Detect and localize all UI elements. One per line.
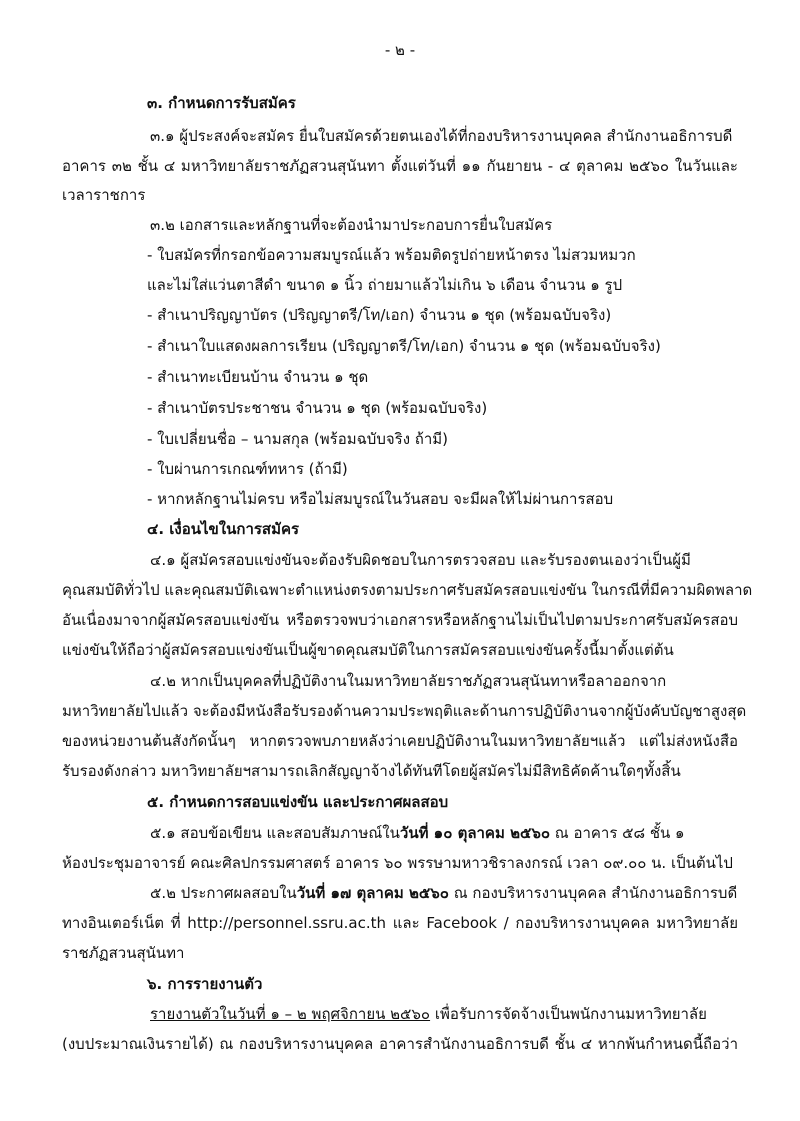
paragraph-4-1-line-3: อันเนื่องมาจากผู้สมัครสอบแข่งขัน หรือตรวจพบว่าเอกสารหรือหลักฐานไม่เป็นไปตามประกาศรับสมัครสอบ [62, 611, 738, 629]
paragraph-3-1-line-1: ๓.๑ ผู้ประสงค์จะสมัคร ยื่นใบสมัครด้วยตนเองได้ที่กองบริหารงานบุคคล สำนักงานอธิการบดี [150, 127, 733, 145]
paragraph-3-1-line-3: เวลาราชการ [62, 186, 146, 204]
section-6-heading: ๖. การรายงานตัว [147, 975, 263, 993]
document-item-6: - ใบเปลี่ยนชื่อ – นามสกุล (พร้อมฉบับจริง ถ้ามี) [147, 430, 449, 448]
document-item-4: - สำเนาทะเบียนบ้าน จำนวน ๑ ชุด [147, 368, 369, 386]
paragraph-4-2-line-3: ของหน่วยงานต้นสังกัดนั้นๆ หากตรวจพบภายหลังว่าเคยปฏิบัติงานในมหาวิทยาลัยฯแล้ว แต่ไม่ส่งหนังสือ [62, 732, 738, 750]
exam-date: วันที่ ๑๐ ตุลาคม ๒๕๖๐ [399, 824, 550, 842]
document-item-7: - ใบผ่านการเกณฑ์ทหาร (ถ้ามี) [147, 460, 348, 478]
paragraph-5-2-line-3: ราชภัฏสวนสุนันทา [62, 944, 185, 962]
page-number: - ๒ - [384, 41, 416, 59]
paragraph-6-line-2: (งบประมาณเงินรายได้) ณ กองบริหารงานบุคคล อาคารสำนักงานอธิการบดี ชั้น ๔ หากพ้นกำหนดนี้ถือว่า [62, 1035, 738, 1053]
paragraph-4-1-line-1: ๔.๑ ผู้สมัครสอบแข่งขันจะต้องรับผิดชอบในการตรวจสอบ และรับรองตนเองว่าเป็นผู้มี [150, 551, 691, 569]
section-3-heading: ๓. กำหนดการรับสมัคร [147, 94, 296, 112]
exam-location: ณ อาคาร ๕๘ ชั้น ๑ [550, 824, 685, 842]
paragraph-4-2-line-2: มหาวิทยาลัยไปแล้ว จะต้องมีหนังสือรับรองด้านความประพฤติและด้านการปฏิบัติงานจากผู้บังคับบัญชาสูงสุด [62, 702, 747, 720]
paragraph-5-1-text: ๕.๑ สอบข้อเขียน และสอบสัมภาษณ์ใน [150, 824, 400, 842]
paragraph-3-1-line-2: อาคาร ๓๒ ชั้น ๔ มหาวิทยาลัยราชภัฏสวนสุนันทา ตั้งแต่วันที่ ๑๑ กันยายน - ๔ ตุลาคม ๒๕๖๐ ในวันและ [62, 157, 738, 175]
paragraph-4-1-line-2: คุณสมบัติทั่วไป และคุณสมบัติเฉพาะตำแหน่งตรงตามประกาศรับสมัครสอบแข่งขัน ในกรณีที่มีความผิดพลาด [62, 581, 753, 599]
paragraph-5-2-line-1 [150, 883, 737, 903]
document-item-3: - สำเนาใบแสดงผลการเรียน (ปริญญาตรี/โท/เอก) จำนวน ๑ ชุด (พร้อมฉบับจริง) [147, 337, 661, 355]
result-date: วันที่ ๑๗ ตุลาคม ๒๕๖๐ [296, 884, 449, 902]
paragraph-3-2-title: ๓.๒ เอกสารและหลักฐานที่จะต้องนำมาประกอบการยื่นใบสมัคร [150, 216, 553, 234]
paragraph-4-2-line-4: รับรองดังกล่าว มหาวิทยาลัยฯสามารถเลิกสัญญาจ้างได้ทันทีโดยผู้สมัครไม่มีสิทธิคัดค้านใดๆทั้งสิ้น [62, 762, 681, 780]
paragraph-6-line-1 [150, 1004, 707, 1024]
paragraph-5-1-line-2: ห้องประชุมอาจารย์ คณะศิลปกรรมศาสตร์ อาคาร ๖๐ พรรษามหาวชิราลงกรณ์ เวลา ๐๙.๐๐ น. เป็นต้นไป [62, 854, 733, 872]
document-item-2: - สำเนาปริญญาบัตร (ปริญญาตรี/โท/เอก) จำนวน ๑ ชุด (พร้อมฉบับจริง) [147, 306, 612, 324]
paragraph-5-2-text: ๕.๒ ประกาศผลสอบใน [150, 884, 297, 902]
document-item-1-line-2: และไม่ใส่แว่นตาสีดำ ขนาด ๑ นิ้ว ถ่ายมาแล้วไม่เกิน ๖ เดือน จำนวน ๑ รูป [147, 276, 623, 294]
paragraph-5-2-line-2: ทางอินเตอร์เน็ต ที่ http://personnel.ssru.ac.th และ Facebook / กองบริหารงานบุคคล มหาวิทยาลัย [62, 914, 738, 932]
section-5-heading: ๕. กำหนดการสอบแข่งขัน และประกาศผลสอบ [147, 793, 449, 811]
report-date: รายงานตัวในวันที่ ๑ – ๒ พฤศจิกายน ๒๕๖๐ [150, 1005, 431, 1023]
section-4-heading: ๔. เงื่อนไขในการสมัคร [147, 520, 300, 538]
result-location: ณ กองบริหารงานบุคคล สำนักงานอธิการบดี [448, 884, 738, 902]
paragraph-5-1-line-1 [150, 823, 685, 843]
document-item-5: - สำเนาบัตรประชาชน จำนวน ๑ ชุด (พร้อมฉบับจริง) [147, 399, 488, 417]
document-item-8: - หากหลักฐานไม่ครบ หรือไม่สมบูรณ์ในวันสอบ จะมีผลให้ไม่ผ่านการสอบ [147, 490, 614, 508]
paragraph-4-1-line-4: แข่งขันให้ถือว่าผู้สมัครสอบแข่งขันเป็นผู้ขาดคุณสมบัติในการสมัครสอบแข่งขันครั้งนี้มาตั้งแต่ต้น [62, 641, 674, 659]
paragraph-4-2-line-1: ๔.๒ หากเป็นบุคคลที่ปฏิบัติงานในมหาวิทยาลัยราชภัฏสวนสุนันทาหรือลาออกจาก [150, 672, 667, 690]
report-purpose: เพื่อรับการจัดจ้างเป็นพนักงานมหาวิทยาลัย [430, 1005, 707, 1023]
document-item-1-line-1: - ใบสมัครที่กรอกข้อความสมบูรณ์แล้ว พร้อมติดรูปถ่ายหน้าตรง ไม่สวมหมวก [147, 246, 636, 264]
